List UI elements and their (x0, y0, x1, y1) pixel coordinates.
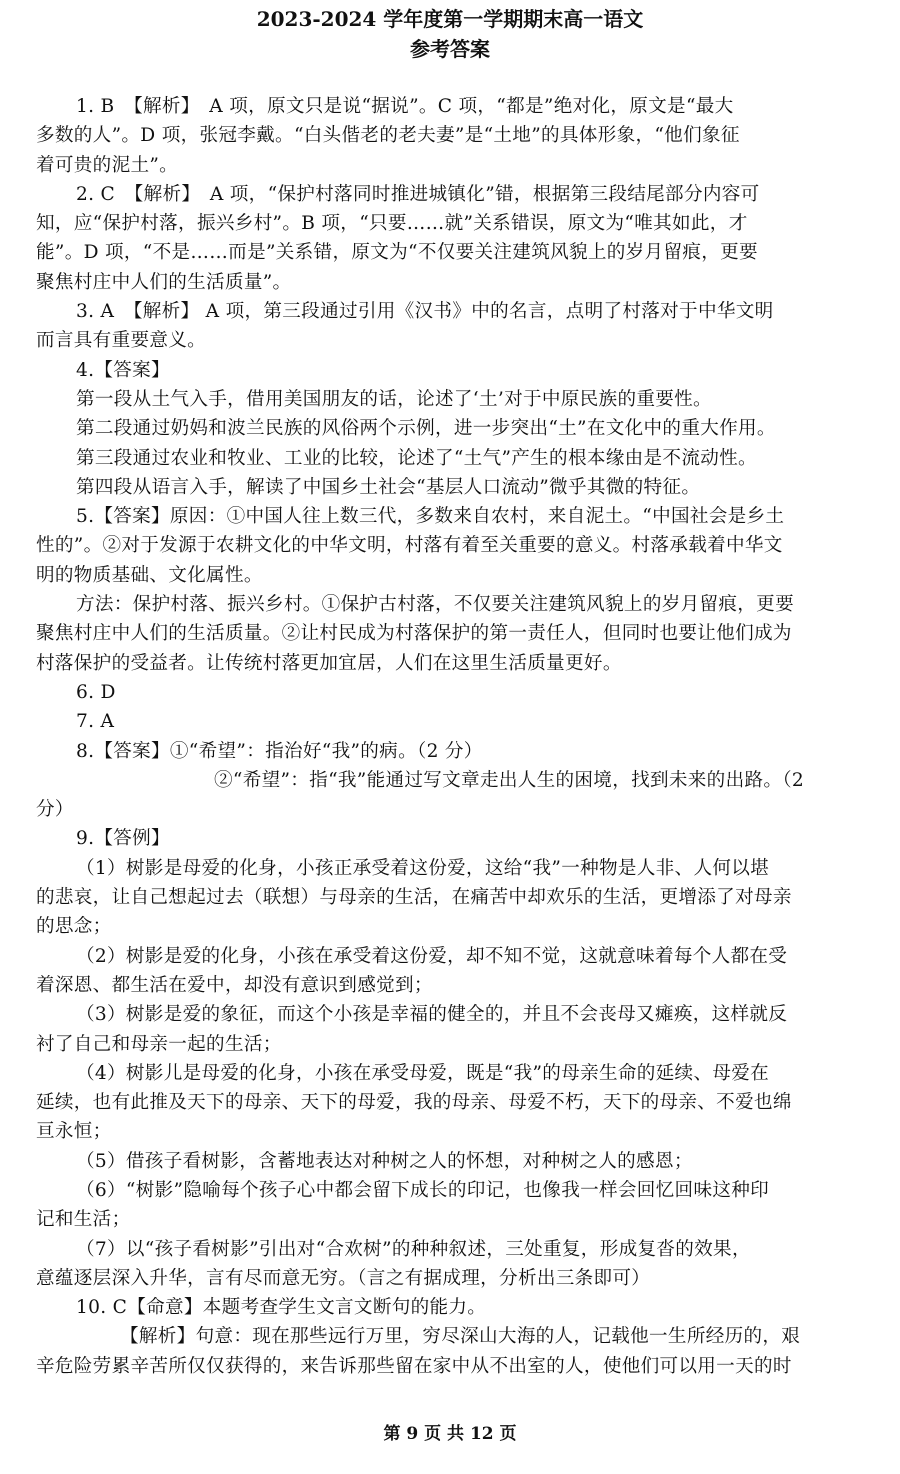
text-line: 4.【答案】 (76, 359, 170, 381)
text-line: （6）“树影”隐喻每个孩子心中都会留下成长的印记，也像我一样会回忆回味这种印 (76, 1179, 770, 1201)
text-line: 8.【答案】①“希望”：指治好“我”的病。（2 分） (76, 740, 483, 762)
text-line: 村落保护的受益者。让传统村落更加宜居，人们在这里生活质量更好。 (36, 652, 622, 674)
text-line: 方法：保护村落、振兴乡村。①保护古村落，不仅要关注建筑风貌上的岁月留痕，更要 (76, 594, 794, 616)
text-line: 亘永恒； (36, 1121, 112, 1143)
text-line: （4）树影儿是母爱的化身，小孩在承受母爱，既是“我”的母亲生命的延续、母爱在 (76, 1062, 770, 1084)
text-line: 的思念； (36, 916, 112, 938)
answer-body (36, 92, 870, 1381)
text-line: 10. C【命意】本题考查学生文言文断句的能力。 (76, 1297, 487, 1319)
text-line: 辛危险劳累辛苦所仅仅获得的，来告诉那些留在家中从不出室的人，使他们可以用一天的时 (36, 1355, 792, 1377)
page-title: 2023-2024 学年度第一学期期末高一语文 (256, 7, 644, 31)
text-line: 9.【答例】 (76, 828, 170, 850)
text-line: 1. B 【解析】 A 项，原文只是说“据说”。C 项，“都是”绝对化，原文是“最大 (76, 96, 734, 117)
text-line: 6. D (76, 681, 116, 703)
text-line: （2）树影是爱的化身，小孩在承受着这份爱，却不知不觉，这就意味着每个人都在受 (76, 945, 788, 967)
text-line: 意蕴逐层深入升华，言有尽而意无穷。（言之有据成理，分析出三条即可） (36, 1267, 651, 1289)
text-line: 3. A 【解析】 A 项，第三段通过引用《汉书》中的名言，点明了村落对于中华文明 (76, 301, 774, 323)
text-line: 记和生活； (36, 1209, 131, 1231)
text-line: 着深恩、都生活在爱中，却没有意识到感觉到； (36, 974, 433, 996)
text-line: （1）树影是母爱的化身，小孩正承受着这份爱，这给“我”一种物是人非、人何以堪 (76, 857, 770, 879)
page-number: 第 9 页 共 12 页 (383, 1424, 517, 1444)
page-subtitle: 参考答案 (410, 37, 490, 61)
text-line: 着可贵的泥土”。 (36, 154, 179, 176)
text-line: （7）以“孩子看树影”引出对“合欢树”的种种叙述，三处重复，形成复沓的效果， (76, 1238, 751, 1260)
text-line: 知，应“保护村落，振兴乡村”。B 项，“只要……就”关系错误，原文为“唯其如此，才 (36, 213, 748, 235)
text-line: 聚焦村庄中人们的生活质量”。 (36, 271, 292, 293)
text-line: 第三段通过农业和牧业、工业的比较，论述了“土气”产生的根本缘由是不流动性。 (76, 447, 757, 469)
text-line: 5.【答案】原因：①中国人往上数三代，多数来自农村，来自泥土。“中国社会是乡土 (76, 506, 785, 528)
text-line: 延续，也有此推及天下的母亲、天下的母爱，我的母亲、母爱不朽，天下的母亲、不爱也绵 (36, 1092, 792, 1114)
text-line: 2. C 【解析】 A 项，“保护村落同时推进城镇化”错，根据第三段结尾部分内容可 (76, 183, 760, 205)
text-line: 聚焦村庄中人们的生活质量。②让村民成为村落保护的第一责任人，但同时也要让他们成为 (36, 623, 792, 645)
text-line: 的悲哀，让自己想起过去（联想）与母亲的生活，在痛苦中却欢乐的生活，更增添了对母亲 (36, 887, 792, 909)
text-line: 性的”。②对于发源于农耕文化的中华文明，村落有着至关重要的意义。村落承载着中华文 (36, 535, 783, 557)
text-line: 第二段通过奶妈和波兰民族的风俗两个示例，进一步突出“土”在文化中的重大作用。 (76, 418, 776, 440)
text-line: 而言具有重要意义。 (36, 330, 207, 352)
text-line: 分） (36, 799, 74, 821)
text-line: 【解析】句意：现在那些远行万里，穷尽深山大海的人，记载他一生所经历的，艰 (120, 1326, 801, 1348)
text-line: （3）树影是爱的象征，而这个小孩是幸福的健全的，并且不会丧母又瘫痪，这样就反 (76, 1004, 788, 1026)
text-line: 衬了自己和母亲一起的生活； (36, 1033, 282, 1055)
text-line: 第四段从语言入手，解读了中国乡土社会“基层人口流动”微乎其微的特征。 (76, 476, 701, 498)
text-line: 第一段从土气入手，借用美国朋友的话，论述了‘土’对于中原民族的重要性。 (76, 388, 712, 410)
text-line: 多数的人”。D 项，张冠李戴。“白头偕老的老夫妻”是“土地”的具体形象，“他们象征 (36, 125, 740, 147)
text-line: 能”。D 项，“不是……而是”关系错，原文为“不仅要关注建筑风貌上的岁月留痕，更要 (36, 242, 758, 264)
text-line: 明的物质基础、文化属性。 (36, 564, 263, 586)
text-line: ②“希望”：指“我”能通过写文章走出人生的困境，找到未来的出路。（2 (214, 769, 804, 791)
text-line: 7. A (76, 711, 115, 733)
text-line: （5）借孩子看树影，含蓄地表达对种树之人的怀想，对种树之人的感恩； (76, 1150, 693, 1172)
